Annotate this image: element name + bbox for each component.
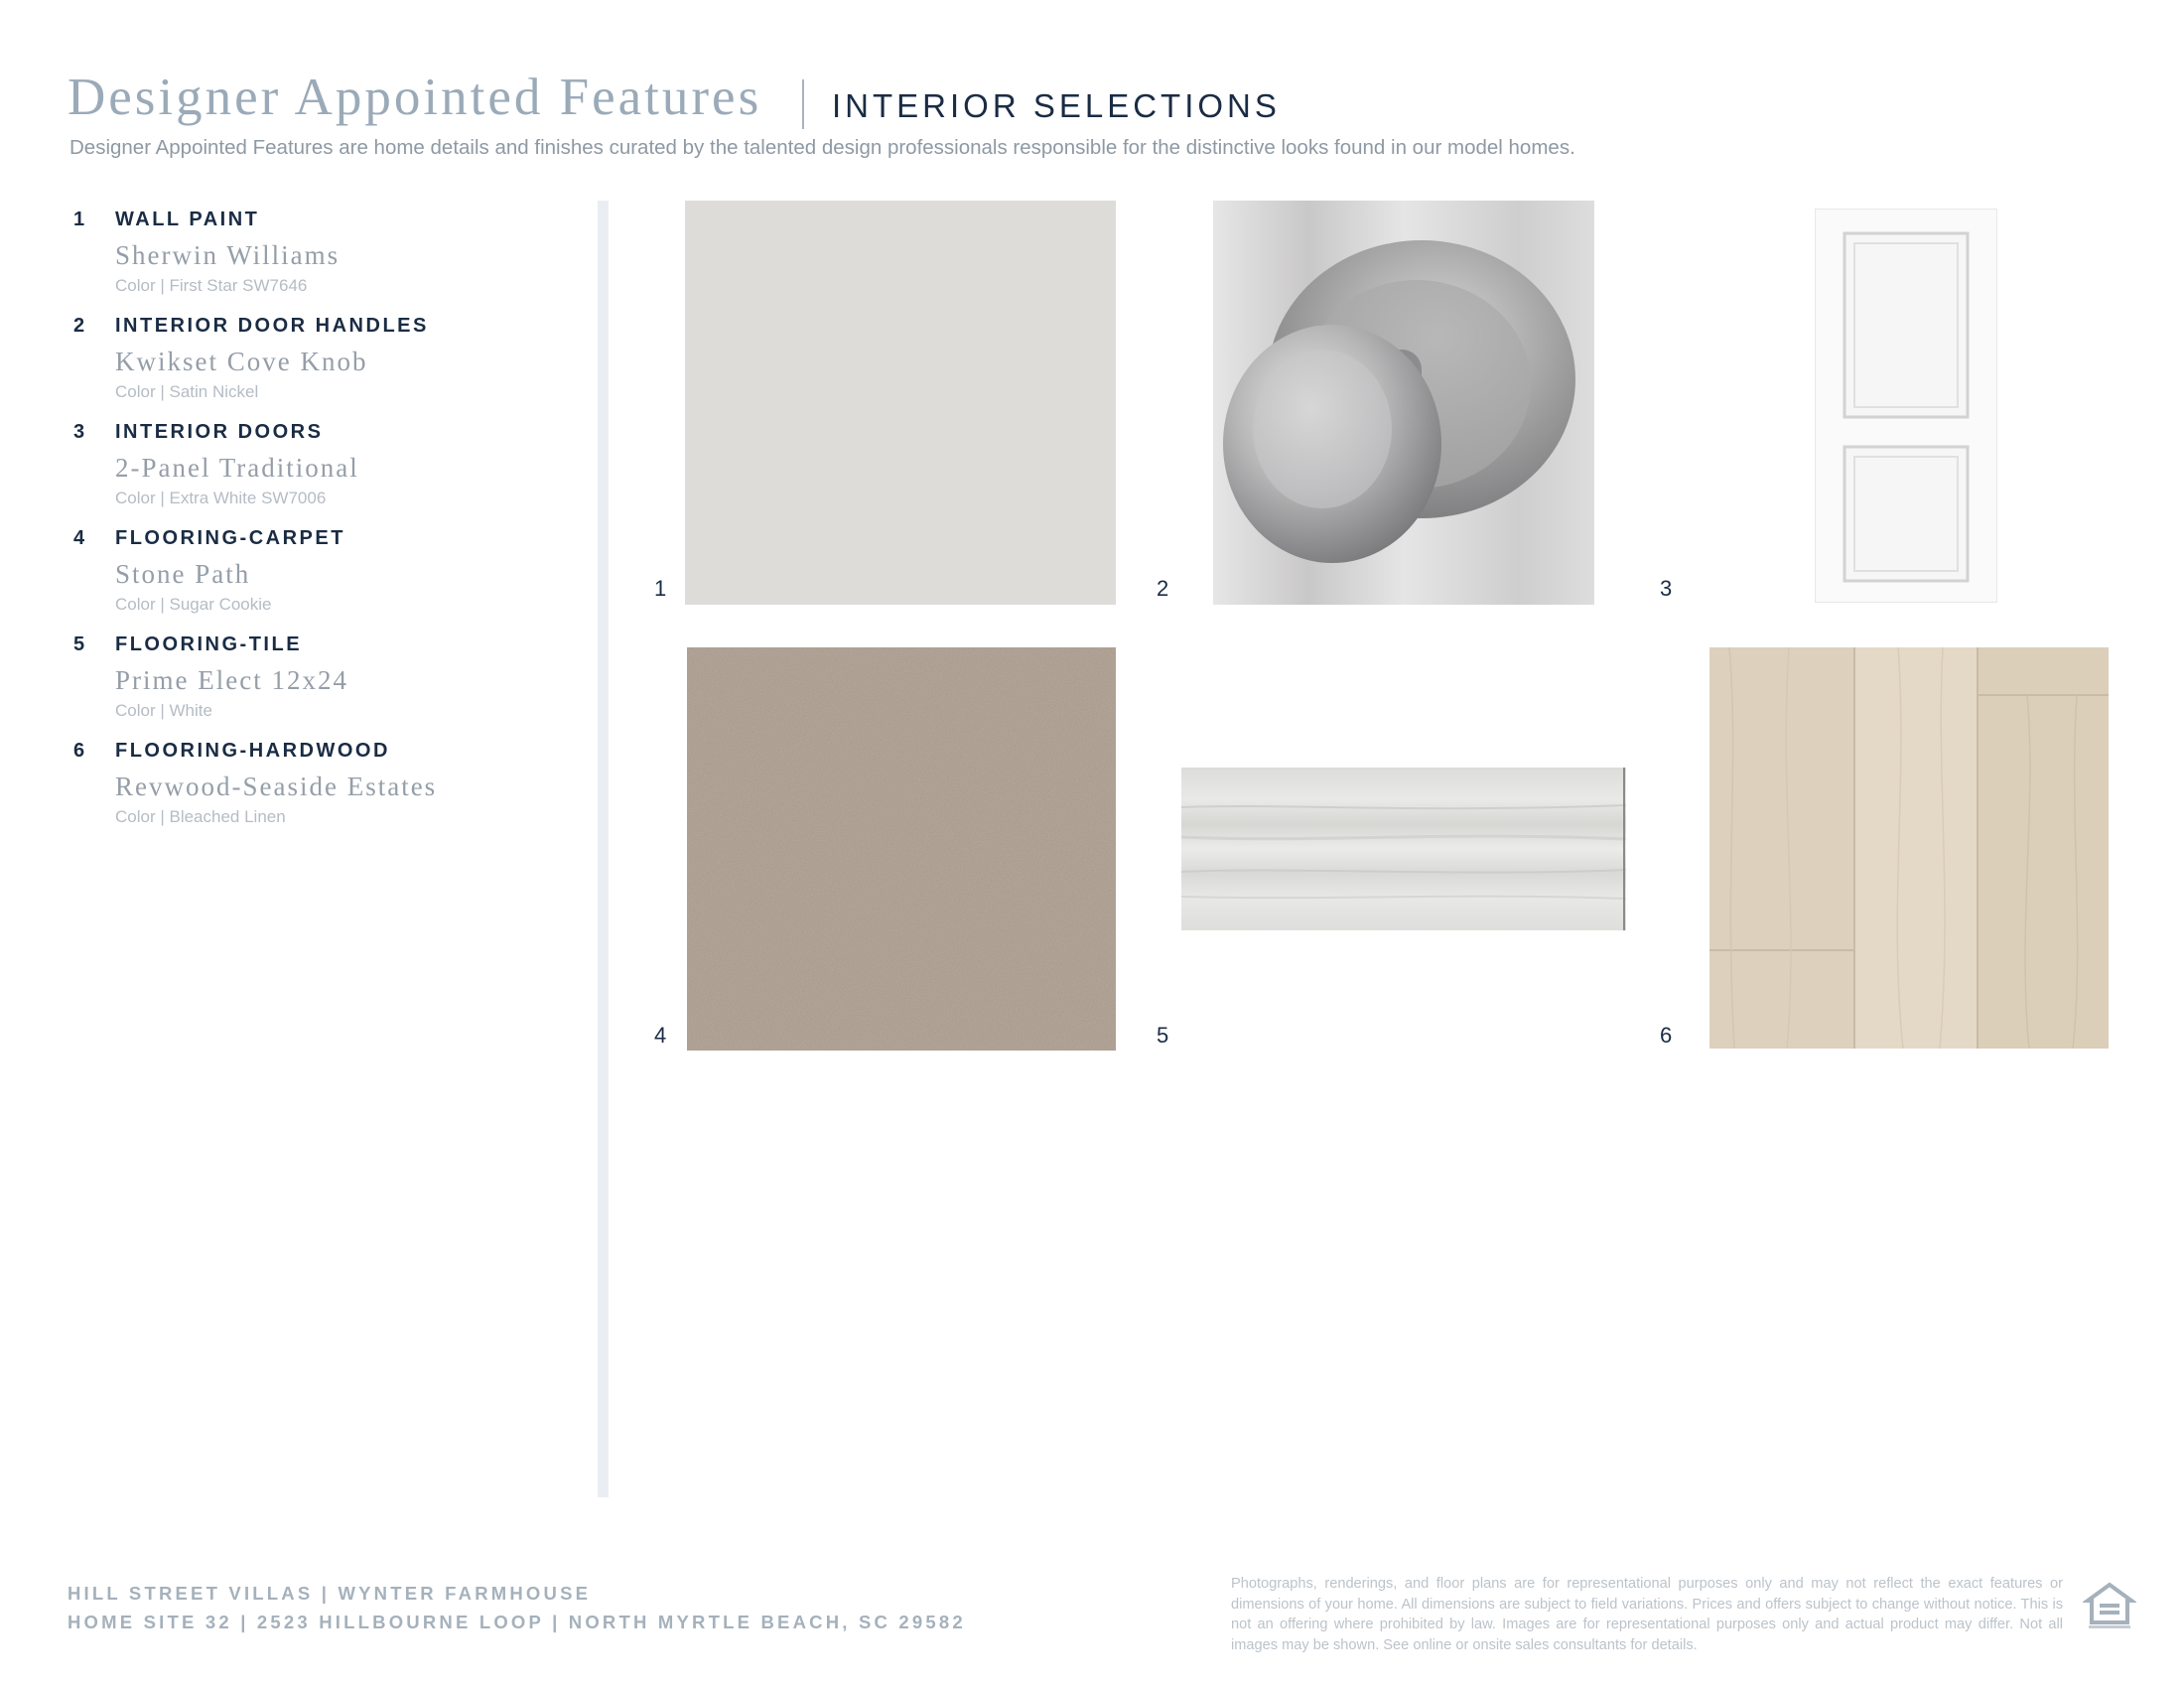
swatch-label-2: 2 <box>1157 576 1169 601</box>
door-panel-icon <box>1815 209 1997 603</box>
title-divider <box>802 79 804 129</box>
swatch-label-6: 6 <box>1660 1023 1673 1048</box>
feature-product: Stone Path <box>115 559 251 589</box>
feature-product: Sherwin Williams <box>115 240 341 270</box>
carpet-swatch-icon <box>687 647 1116 1051</box>
door-knob-icon <box>1213 201 1594 605</box>
page-subtitle: INTERIOR SELECTIONS <box>832 87 1281 124</box>
page-title: Designer Appointed Features <box>68 69 762 126</box>
feature-title: INTERIOR DOORS <box>115 421 324 443</box>
vertical-divider <box>598 201 609 1497</box>
feature-number: 1 <box>73 209 85 230</box>
feature-title: FLOORING-CARPET <box>115 527 345 549</box>
paint-swatch-icon <box>685 201 1116 605</box>
swatch-label-3: 3 <box>1660 576 1673 601</box>
feature-title: WALL PAINT <box>115 209 260 230</box>
feature-title: INTERIOR DOOR HANDLES <box>115 315 429 337</box>
footer-community: HILL STREET VILLAS | WYNTER FARMHOUSE <box>68 1583 592 1604</box>
hardwood-swatch-icon <box>1709 647 2109 1049</box>
feature-number: 2 <box>73 315 85 337</box>
feature-number: 4 <box>73 527 85 549</box>
page-description: Designer Appointed Features are home details and finishes curated by the talented design professionals responsible for the distinctive looks found in our model homes. <box>69 136 1575 159</box>
tile-swatch-icon <box>1181 768 1626 930</box>
feature-product: 2-Panel Traditional <box>115 453 359 483</box>
feature-product: Prime Elect 12x24 <box>115 665 348 695</box>
feature-color: Color | First Star SW7646 <box>115 276 308 295</box>
footer-disclaimer: Photographs, renderings, and floor plans are for representational purposes only and may not reflect the exact features or dimensions of your home. All dimensions are subject to field variations. Prices and offers subject to change without notice. This is not an offering where prohibited by law. Images are for representational purposes only and actual product may differ. Not all images may be shown. See online or onsite sales consultants for details. <box>1231 1576 2063 1653</box>
swatch-label-5: 5 <box>1157 1023 1169 1048</box>
feature-color: Color | White <box>115 701 212 720</box>
equal-housing-opportunity-icon <box>2083 1579 2136 1632</box>
feature-color: Color | Sugar Cookie <box>115 595 272 614</box>
feature-color: Color | Bleached Linen <box>115 807 286 826</box>
feature-product: Kwikset Cove Knob <box>115 347 368 376</box>
feature-title: FLOORING-TILE <box>115 633 303 655</box>
feature-title: FLOORING-HARDWOOD <box>115 740 390 762</box>
swatch-label-4: 4 <box>654 1023 667 1048</box>
swatch-label-1: 1 <box>654 576 667 601</box>
feature-color: Color | Satin Nickel <box>115 382 259 401</box>
feature-number: 3 <box>73 421 85 443</box>
footer-address: HOME SITE 32 | 2523 HILLBOURNE LOOP | NORTH MYRTLE BEACH, SC 29582 <box>68 1612 966 1632</box>
feature-product: Revwood-Seaside Estates <box>115 772 438 801</box>
feature-number: 5 <box>73 633 85 655</box>
feature-number: 6 <box>73 740 85 762</box>
feature-color: Color | Extra White SW7006 <box>115 489 327 507</box>
